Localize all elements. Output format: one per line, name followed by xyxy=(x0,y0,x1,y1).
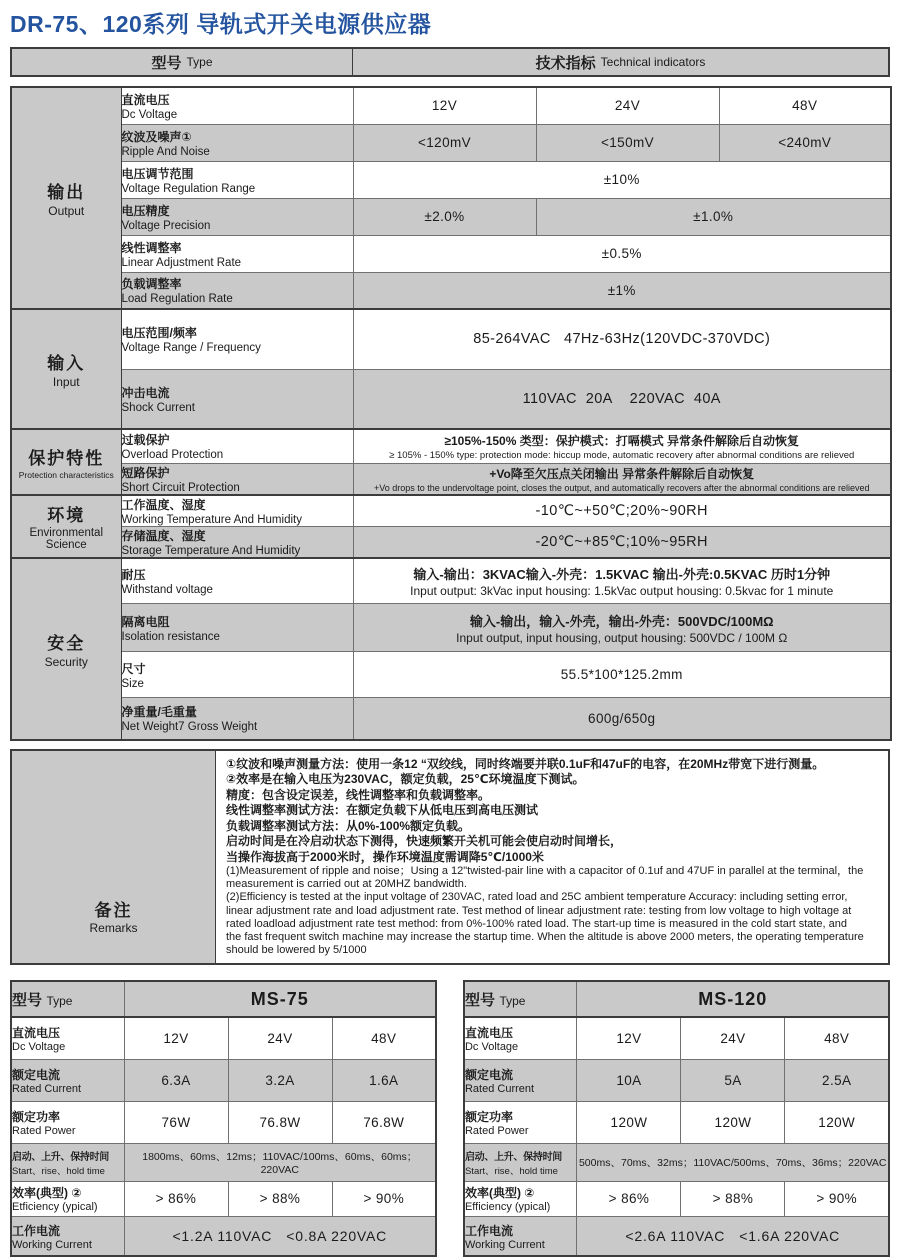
section-label-en: Output xyxy=(48,204,85,218)
param-label-cn: 负载调整率 xyxy=(121,277,182,292)
param-label-cn: 过载保护 xyxy=(121,433,170,448)
param-label-en: Etficiency (ypical) xyxy=(12,1201,98,1214)
value-cell: <1.2A 110VAC <0.8A 220VAC xyxy=(124,1216,436,1256)
param-label-cell xyxy=(11,1017,124,1059)
table-row xyxy=(464,1059,889,1101)
remarks-label-cn: 备注 xyxy=(94,901,133,921)
section-label-security xyxy=(11,558,121,740)
value-cell: 48V xyxy=(332,1017,436,1059)
param-label-cell xyxy=(121,558,353,604)
value-cell: ±1.0% xyxy=(536,198,891,235)
value-cell: 24V xyxy=(228,1017,332,1059)
param-label-cn: 启动、上升、保持时间 xyxy=(464,1151,562,1163)
param-label-cn: 电压调节范围 xyxy=(121,166,194,181)
table-row xyxy=(464,1216,889,1256)
value-cell: 85-264VAC 47Hz-63Hz(120VDC-370VDC) xyxy=(353,309,891,369)
param-label-cell xyxy=(121,698,353,740)
param-label-cell xyxy=(464,1143,577,1181)
param-label-en: Rated Current xyxy=(464,1082,535,1095)
param-label-en: Voltage Precision xyxy=(121,219,211,232)
model-name: MS-75 xyxy=(124,981,436,1017)
param-label-cell xyxy=(121,526,353,558)
value-text-cn: 输入-输出，输入-外壳，输出-外壳：500VDC/100MΩ xyxy=(469,613,774,629)
value-cell: > 88% xyxy=(228,1181,332,1216)
value-cell: 1800ms、60ms、12ms；110VAC/100ms、60ms、60ms；220VAC xyxy=(124,1143,436,1181)
value-cell: ±1% xyxy=(353,272,891,309)
remark-line: should be lowered by 5/1000 xyxy=(226,944,367,957)
param-label-en: Voltage Range / Frequency xyxy=(121,342,261,355)
table-row xyxy=(11,1143,436,1181)
value-cell: <120mV xyxy=(353,124,536,161)
table-row xyxy=(11,1101,436,1143)
param-label-cell xyxy=(121,495,353,527)
param-label-en: Short Circuit Protection xyxy=(121,481,240,494)
value-cell xyxy=(353,429,891,463)
table-row xyxy=(11,369,891,429)
section-label-environment xyxy=(11,495,121,558)
param-label-en: Working Current xyxy=(12,1238,92,1251)
section-label-en: Input xyxy=(52,375,80,389)
type-label-en: Type xyxy=(186,55,213,69)
value-cell xyxy=(353,604,891,652)
table-row xyxy=(11,495,891,527)
model-type-cell xyxy=(11,981,124,1017)
section-label-cn: 保护特性 xyxy=(28,448,105,468)
indicators-header-cell xyxy=(353,49,888,75)
param-label-cn: 线性调整率 xyxy=(121,240,182,255)
param-label-en: Voltage Regulation Range xyxy=(121,182,256,195)
model-table-ms75 xyxy=(10,980,437,1257)
value-cell: 55.5*100*125.2mm xyxy=(353,652,891,698)
table-row xyxy=(464,1101,889,1143)
param-label-cn: 额定功率 xyxy=(12,1109,61,1124)
value-text-en: +Vo drops to the undervoltage point, closes the output, and automatically recovers after the abnormal conditions are relieved xyxy=(373,482,870,493)
value-cell: 1.6A xyxy=(332,1059,436,1101)
value-cell: 24V xyxy=(681,1017,785,1059)
table-row xyxy=(11,1059,436,1101)
section-label-cn: 输出 xyxy=(47,183,86,202)
param-label-en: Linear Adjustment Rate xyxy=(121,256,242,269)
param-label-en: Withstand voltage xyxy=(121,583,213,596)
table-row xyxy=(11,198,891,235)
value-cell: 120W xyxy=(577,1101,681,1143)
param-label-cell xyxy=(11,1101,124,1143)
param-label-cell xyxy=(464,1181,577,1216)
table-row xyxy=(11,235,891,272)
model-name: MS-120 xyxy=(577,981,889,1017)
table-row xyxy=(11,309,891,369)
param-label-cn: 存储温度、湿度 xyxy=(121,528,206,543)
param-label-cn: 直流电压 xyxy=(464,1026,513,1041)
indicators-label-en: Technical indicators xyxy=(600,55,706,69)
table-row xyxy=(11,1181,436,1216)
param-label-en: Dc Voltage xyxy=(464,1041,519,1054)
param-label-cell xyxy=(121,124,353,161)
param-label-cell xyxy=(121,235,353,272)
table-row xyxy=(11,87,891,124)
param-label-cn: 工作电流 xyxy=(464,1223,513,1238)
param-label-cn: 额定功率 xyxy=(464,1109,513,1124)
value-cell: 500ms、70ms、32ms；110VAC/500ms、70ms、36ms；220VAC xyxy=(577,1143,889,1181)
param-label-cn: 尺寸 xyxy=(121,661,146,676)
remarks-content xyxy=(216,751,888,964)
section-label-input xyxy=(11,309,121,429)
value-cell: ±2.0% xyxy=(353,198,536,235)
table-row xyxy=(11,272,891,309)
value-cell: 3.2A xyxy=(228,1059,332,1101)
value-cell: <150mV xyxy=(536,124,719,161)
type-label-cn: 型号 xyxy=(151,54,182,72)
param-label-cn: 启动、上升、保持时间 xyxy=(12,1151,109,1163)
param-label-cell xyxy=(121,652,353,698)
value-cell: 76.8W xyxy=(228,1101,332,1143)
value-cell: 76.8W xyxy=(332,1101,436,1143)
param-label-cell xyxy=(121,161,353,198)
value-cell: 600g/650g xyxy=(353,698,891,740)
remark-line: linear adjustment rate and load adjustment rate. Test method of linear adjustment rate: testing from low voltage to high voltage at xyxy=(226,904,852,917)
value-cell: 5A xyxy=(681,1059,785,1101)
value-cell xyxy=(353,558,891,604)
value-cell: 24V xyxy=(536,87,719,124)
param-label-cn: 直流电压 xyxy=(12,1026,61,1041)
section-label-cn: 安全 xyxy=(47,633,86,653)
indicators-label-cn: 技术指标 xyxy=(535,54,596,72)
spec-table xyxy=(10,86,892,741)
param-label-cn: 直流电压 xyxy=(121,92,170,107)
param-label-cell xyxy=(464,1216,577,1256)
remark-line: 线性调整率测试方法：在额定负载下从低电压到高电压测试 xyxy=(226,803,539,817)
param-label-cell xyxy=(121,429,353,463)
value-cell: > 90% xyxy=(332,1181,436,1216)
value-cell: > 88% xyxy=(681,1181,785,1216)
table-row xyxy=(464,1017,889,1059)
param-label-cn: 冲击电流 xyxy=(121,385,170,400)
param-label-en: Ripple And Noise xyxy=(121,145,210,158)
table-row xyxy=(11,604,891,652)
type-label-en: Type xyxy=(499,993,526,1008)
param-label-en: Net Weight7 Gross Weight xyxy=(121,721,258,734)
param-label-en: Isolation resistance xyxy=(121,630,220,643)
section-label-cn: 输入 xyxy=(47,354,86,373)
param-label-cell xyxy=(121,309,353,369)
table-row xyxy=(11,429,891,463)
value-cell xyxy=(353,463,891,495)
section-label-output xyxy=(11,87,121,309)
section-label-en: Environmental Science xyxy=(29,526,103,551)
value-cell: > 90% xyxy=(785,1181,889,1216)
param-label-cell xyxy=(121,463,353,495)
section-label-cn: 环境 xyxy=(47,505,86,525)
param-label-en: Working Temperature And Humidity xyxy=(121,513,302,526)
param-label-cell xyxy=(11,1181,124,1216)
value-cell: 120W xyxy=(785,1101,889,1143)
value-cell: 76W xyxy=(124,1101,228,1143)
param-label-cn: 耐压 xyxy=(121,567,146,582)
param-label-cn: 额定电流 xyxy=(12,1067,61,1082)
remark-line: 负载调整率测试方法：从0%-100%额定负载。 xyxy=(226,818,471,833)
param-label-cn: 额定电流 xyxy=(464,1067,513,1082)
type-header-bar xyxy=(10,47,890,77)
value-cell: > 86% xyxy=(577,1181,681,1216)
value-cell: ±0.5% xyxy=(353,235,891,272)
param-label-en: Shock Current xyxy=(121,401,196,414)
type-label-en: Type xyxy=(46,993,73,1008)
remark-line: ②效率是在输入电压为230VAC，额定负载，25℃环境温度下测试。 xyxy=(226,772,585,786)
remark-line: measurement is carried out at 20MHZ bandwidth. xyxy=(226,878,467,891)
param-label-cell xyxy=(11,1143,124,1181)
param-label-en: Working Current xyxy=(464,1238,545,1251)
type-header-cell xyxy=(12,49,353,75)
model-tables xyxy=(10,980,890,1257)
value-cell: -10℃~+50℃;20%~90RH xyxy=(353,495,891,527)
section-label-en: Security xyxy=(44,654,88,669)
value-cell: 10A xyxy=(577,1059,681,1101)
param-label-cell xyxy=(121,87,353,124)
remarks-box xyxy=(10,749,890,966)
remarks-label-en: Remarks xyxy=(89,921,138,936)
param-label-en: Rated Power xyxy=(12,1124,76,1137)
param-label-cn: 效率(典型) ② xyxy=(12,1186,82,1201)
param-label-cell xyxy=(121,369,353,429)
param-label-cell xyxy=(464,1017,577,1059)
table-row xyxy=(464,1181,889,1216)
param-label-en: Load Regulation Rate xyxy=(121,293,233,306)
param-label-en: Efficiency (ypical) xyxy=(464,1201,551,1214)
remark-line: 精度：包含设定误差，线性调整率和负载调整率。 xyxy=(226,787,491,802)
param-label-cn: 短路保护 xyxy=(121,465,170,480)
table-row xyxy=(11,124,891,161)
remark-line: rated loadload adjustment rate test method: from 0%-100% rated load. The start-up time is measured in the cold start state, and xyxy=(226,917,848,930)
param-label-en: Size xyxy=(121,677,144,690)
param-label-cell xyxy=(121,604,353,652)
param-label-cell xyxy=(121,272,353,309)
value-cell: <2.6A 110VAC <1.6A 220VAC xyxy=(577,1216,889,1256)
param-label-cn: 工作温度、湿度 xyxy=(121,497,206,512)
section-label-en: Protection characteristics xyxy=(18,469,114,480)
param-label-cn: 效率(典型) ② xyxy=(464,1186,535,1201)
table-row xyxy=(11,1017,436,1059)
remark-line: the fast frequent switch machine may increase the startup time. When the altitude is above 2000 meters, the operating temperature xyxy=(226,931,864,944)
value-text-en: ≥ 105% - 150% type: protection mode: hiccup mode, automatic recovery after abnormal conditions are relieved xyxy=(389,449,855,461)
table-row xyxy=(11,526,891,558)
param-label-cn: 电压精度 xyxy=(121,203,170,218)
value-cell: 6.3A xyxy=(124,1059,228,1101)
remark-line: (2)Efficiency is tested at the input voltage of 230VAC, rated load and 25C ambient temperature Accuracy: including setting error, xyxy=(226,891,848,904)
table-row xyxy=(11,161,891,198)
value-cell: 12V xyxy=(124,1017,228,1059)
value-cell: <240mV xyxy=(719,124,891,161)
param-label-cell xyxy=(11,1059,124,1101)
table-row xyxy=(11,698,891,740)
param-label-en: Start、rise、hold time xyxy=(464,1165,558,1177)
value-cell: 12V xyxy=(353,87,536,124)
param-label-cn: 工作电流 xyxy=(12,1223,61,1238)
param-label-cn: 电压范围/频率 xyxy=(121,326,197,341)
param-label-en: Dc Voltage xyxy=(12,1041,66,1054)
type-label-cn: 型号 xyxy=(12,991,43,1009)
value-cell: 12V xyxy=(577,1017,681,1059)
value-cell: > 86% xyxy=(124,1181,228,1216)
value-cell: 110VAC 20A 220VAC 40A xyxy=(353,369,891,429)
value-cell: ±10% xyxy=(353,161,891,198)
param-label-cell xyxy=(11,1216,124,1256)
value-text-en: Input output, input housing, output housing: 500VDC / 100M Ω xyxy=(456,630,788,645)
param-label-cn: 纹波及噪声① xyxy=(121,129,192,144)
value-cell: 48V xyxy=(785,1017,889,1059)
value-text-cn: 输入-输出：3KVAC输入-外壳：1.5KVAC 输出-外壳:0.5KVAC 历时1分钟 xyxy=(413,566,831,582)
value-text-cn: +Vo降至欠压点关闭输出 异常条件解除后自动恢复 xyxy=(489,466,755,481)
param-label-cell xyxy=(121,198,353,235)
table-row xyxy=(11,1216,436,1256)
type-label-cn: 型号 xyxy=(464,991,495,1009)
value-cell: 120W xyxy=(681,1101,785,1143)
table-row xyxy=(464,981,889,1017)
table-row xyxy=(11,652,891,698)
param-label-cn: 隔离电阻 xyxy=(121,614,170,629)
remark-line: 启动时间是在冷启动状态下测得，快速频繁开关机可能会使启动时间增长， xyxy=(226,834,623,848)
remark-line: 当操作海拔高于2000米时，操作环境温度需调降5℃/1000米 xyxy=(226,849,544,864)
param-label-en: Storage Temperature And Humidity xyxy=(121,544,301,557)
remark-line: ①纹波和噪声测量方法：使用一条12 “双绞线，同时终端要并联0.1uF和47uF的电容，在20MHz带宽下进行测量。 xyxy=(226,756,825,771)
value-text-cn: ≥105%-150% 类型：保护模式：打嗝模式 异常条件解除后自动恢复 xyxy=(444,433,800,448)
table-row xyxy=(11,558,891,604)
param-label-cn: 净重量/毛重量 xyxy=(121,705,197,720)
table-row xyxy=(464,1143,889,1181)
model-table-ms120 xyxy=(463,980,890,1257)
param-label-en: Dc Voltage xyxy=(121,108,178,121)
page-title: DR-75、120系列 导轨式开关电源供应器 xyxy=(10,11,432,37)
value-cell: 48V xyxy=(719,87,891,124)
remarks-label-cell xyxy=(12,751,216,964)
param-label-en: Rated Power xyxy=(464,1124,529,1137)
param-label-en: Rated Current xyxy=(12,1082,82,1095)
model-type-cell xyxy=(464,981,577,1017)
value-cell: 2.5A xyxy=(785,1059,889,1101)
param-label-cell xyxy=(464,1059,577,1101)
table-row xyxy=(11,463,891,495)
param-label-en: Overload Protection xyxy=(121,449,224,462)
remark-line: (1)Measurement of ripple and noise；Using a 12"twisted-pair line with a capacitor of 0.1uf and 47UF in parallel at the terminal，the xyxy=(226,865,864,877)
value-text-en: Input output: 3kVac input housing: 1.5kVac output housing: 0.5kvac for 1 minute xyxy=(410,583,834,598)
table-row xyxy=(11,981,436,1017)
value-cell: -20℃~+85℃;10%~95RH xyxy=(353,526,891,558)
param-label-en: Start、rise、hold time xyxy=(12,1165,105,1177)
param-label-cell xyxy=(464,1101,577,1143)
section-label-protection xyxy=(11,429,121,495)
